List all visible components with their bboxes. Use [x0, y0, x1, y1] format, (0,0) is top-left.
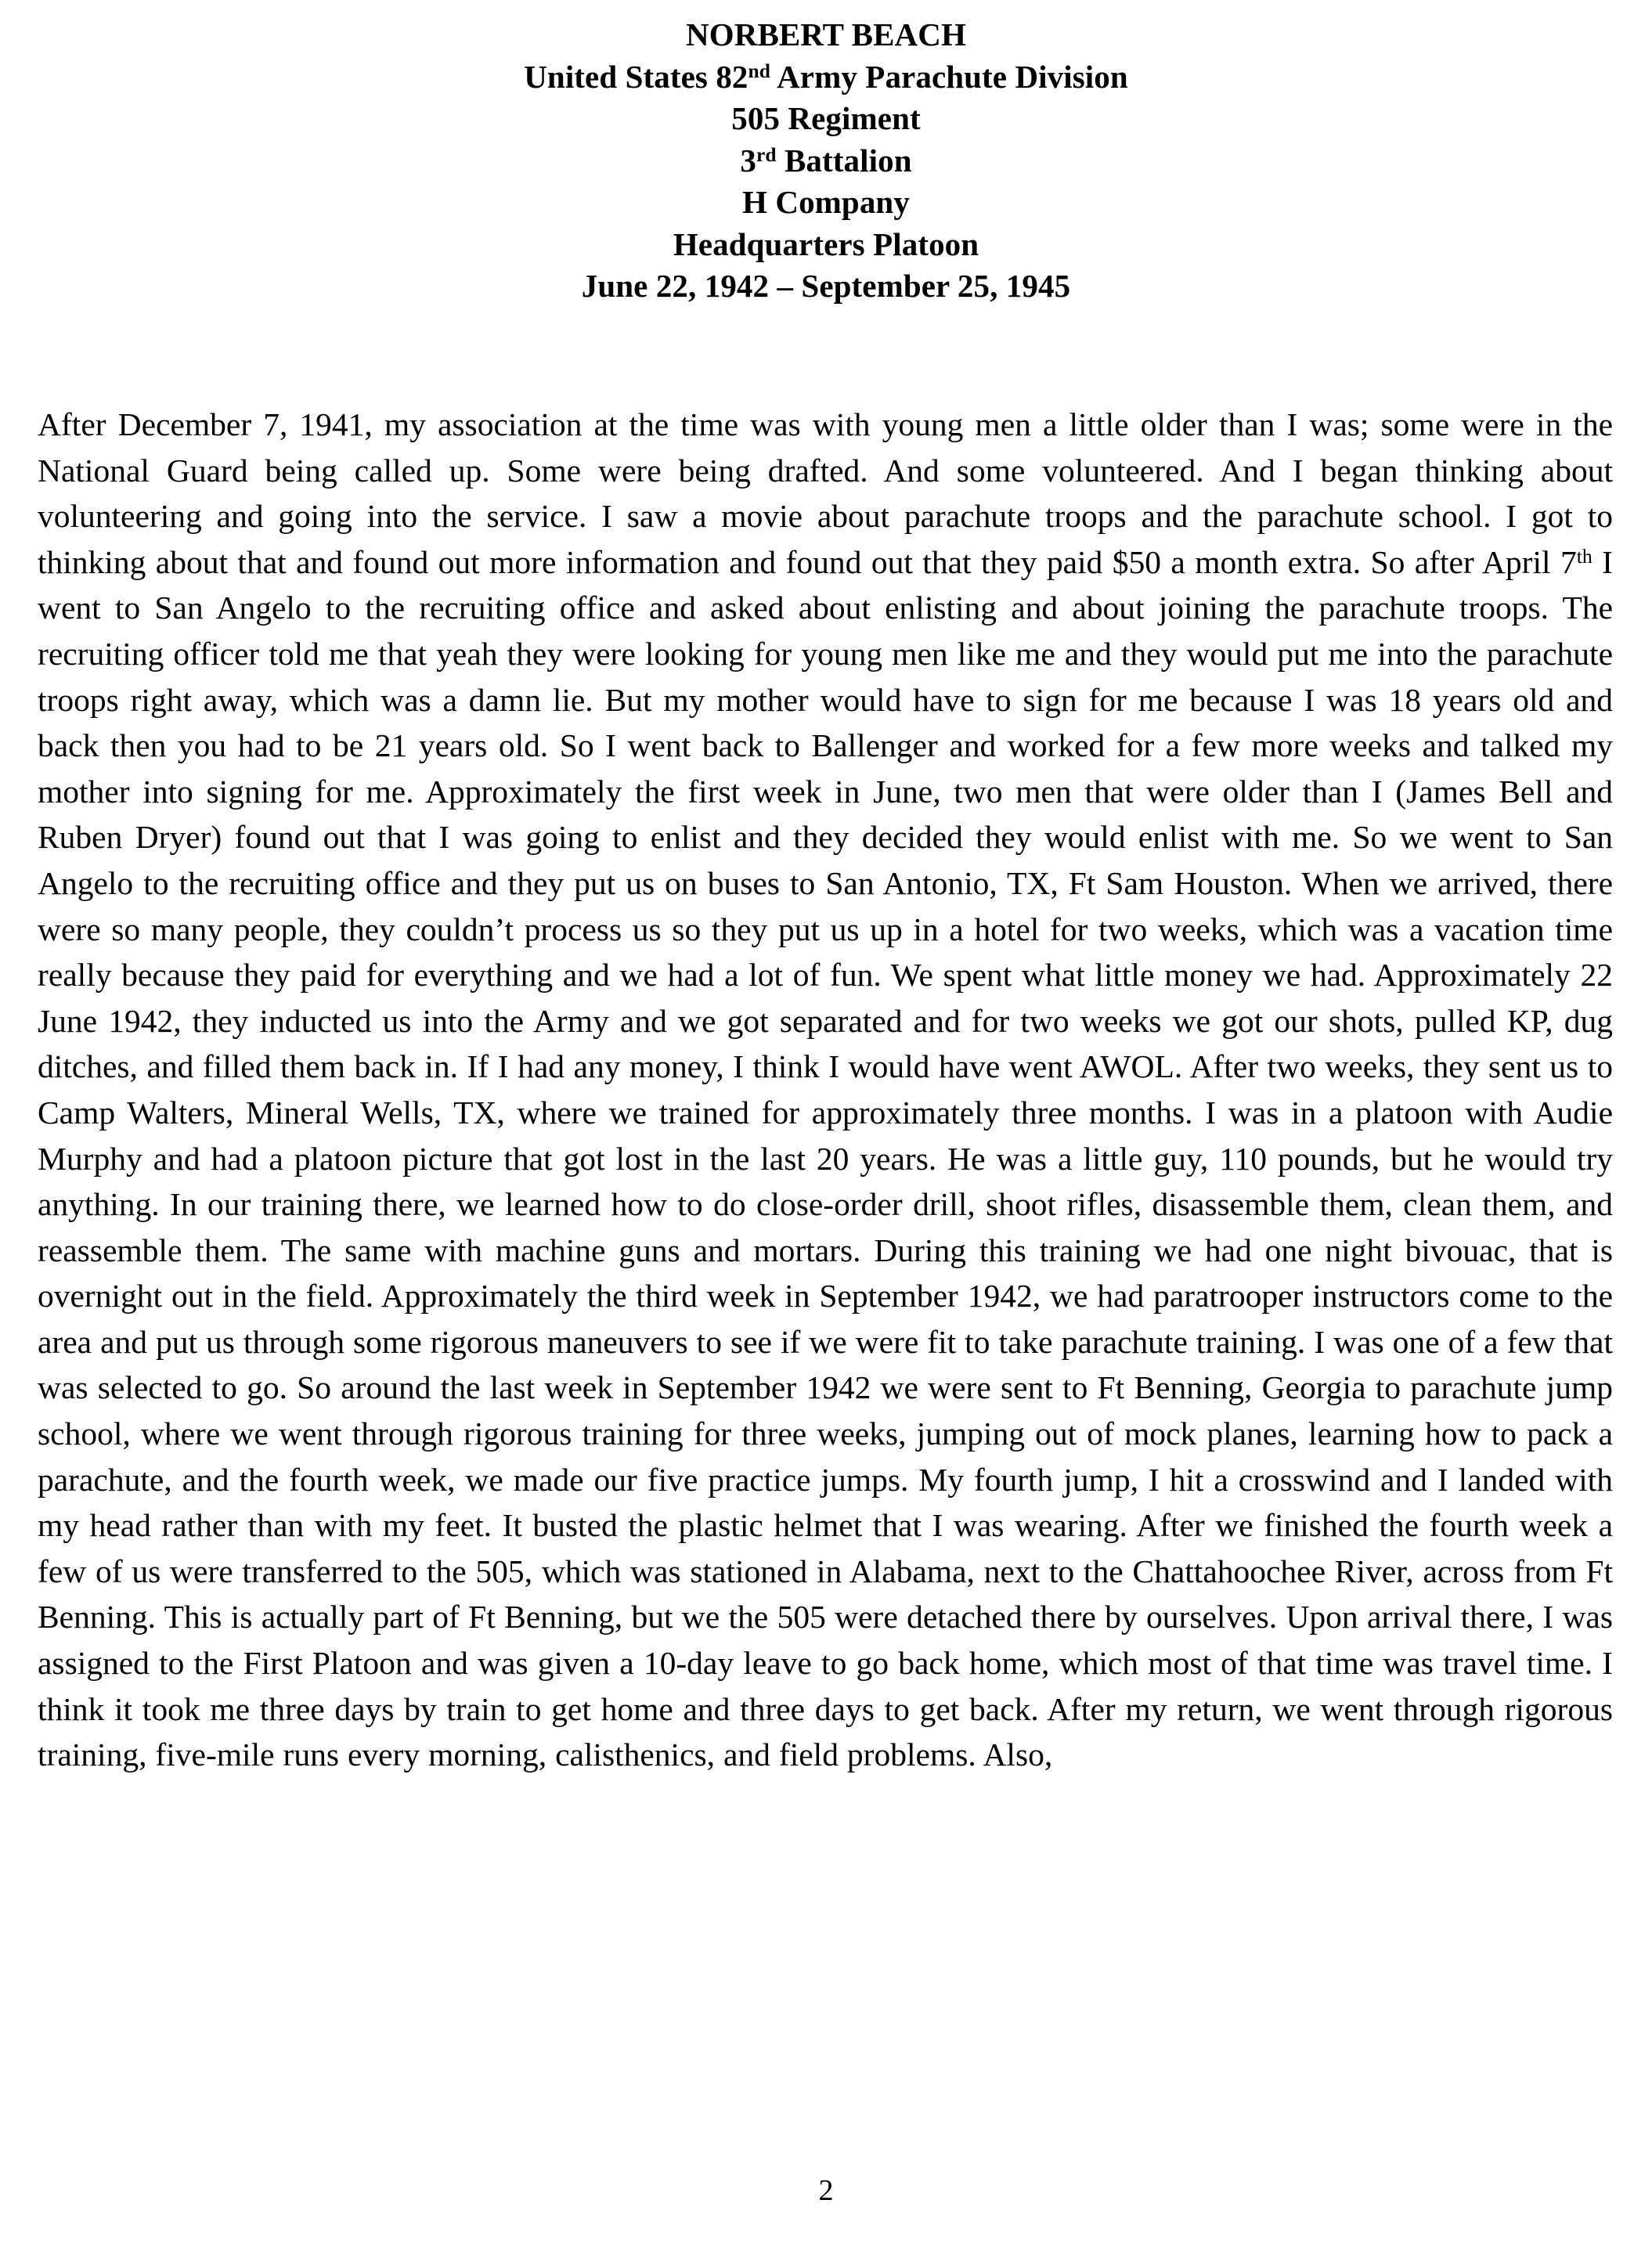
memoir-date-ordinal-suffix: th [1576, 544, 1592, 568]
memoir-paragraph-segment-2: I went to San Angelo to the recruiting office and asked about enlisting and about joining the parachute troops. The recruiting officer told me that yeah they were looking for young men like me and they would put me into the parachute troops right away, which was a damn lie. But my mother would have to sign for me because I was 18 years old and back then you had to be 21 years old. So I went back to Ballenger and worked for a few more weeks and talked my mother into signing for me. Approximately the first week in June, two men that were older than I (James Bell and Ruben Dryer) found out that I was going to enlist and they decided they would enlist with me. So we went to San Angelo to the recruiting office and they put us on buses to San Antonio, TX, Ft Sam Houston. When we arrived, there were so many people, they couldn’t process us so they put us up in a hotel for two weeks, which was a vacation time really because they paid for everything and we had a lot of fun. We spent what little money we had. Approximately 22 June 1942, they inducted us into the Army and we got separated and for two weeks we got our shots, pulled KP, dug ditches, and filled them back in. If I had any money, I think I would have went AWOL. After two weeks, they sent us to Camp Walters, Mineral Wells, TX, where we trained for approximately three months. I was in a platoon with Audie Murphy and had a platoon picture that got lost in the last 20 years. He was a little guy, 110 pounds, but he would try anything. In our training there, we learned how to do close-order drill, shoot rifles, disassemble them, clean them, and reassemble them. The same with machine guns and mortars. During this training we had one night bivouac, that is overnight out in the field. Approximately the third week in September 1942, we had paratrooper instructors come to the area and put us through some rigorous maneuvers to see if we were fit to take parachute training. I was one of a few that was selected to go. So around the last week in September 1942 we were sent to Ft Benning, Georgia to parachute jump school, where we went through rigorous training for three weeks, jumping out of mock planes, learning how to pack a parachute, and the fourth week, we made our five practice jumps. My fourth jump, I hit a crosswind and I landed with my head rather than with my feet. It busted the plastic helmet that I was wearing. After we finished the fourth week a few of us were transferred to the 505, which was stationed in Alabama, next to the Chattahoochee River, across from Ft Benning. This is actually part of Ft Benning, but we the 505 were detached there by ourselves. Upon arrival there, I was assigned to the First Platoon and was given a 10-day leave to go back home, which most of that time was travel time. I think it took me three days by train to get home and three days to get back. After my return, we went through rigorous training, five-mile runs every morning, calisthenics, and field problems. Also, [38, 543, 1614, 1773]
memoir-paragraph-segment-1: After December 7, 1941, my association at the time was with young men a little older than I was; some were in the National Guard being called up. Some were being drafted. And some volunteered. And I began thinking about volunteering and going into the service. I saw a movie about parachute troops and the parachute school. I got to thinking about that and found out more information and found out that they paid $50 a month extra. So after April 7 [38, 406, 1613, 580]
header-battalion-ordinal-suffix: rd [756, 143, 777, 166]
document-footer [0, 2173, 1652, 2208]
document-header [0, 14, 1652, 308]
header-battalion-text-tail: Battalion [776, 142, 912, 179]
header-service-dates-line: June 22, 1942 – September 25, 1945 [581, 268, 1071, 304]
header-division-text-tail: Army Parachute Division [770, 58, 1128, 95]
header-company-line: H Company [742, 184, 910, 220]
header-division-line [0, 56, 1652, 99]
header-regiment-line: 505 Regiment [731, 100, 921, 136]
header-battalion-text: 3 [740, 142, 756, 179]
header-platoon-line: Headquarters Platoon [673, 225, 979, 262]
header-division-ordinal-suffix: nd [748, 60, 770, 82]
page-number: 2 [818, 2174, 834, 2207]
header-division-text: United States 82 [524, 58, 748, 95]
document-body [38, 402, 1613, 1778]
header-name-line: NORBERT BEACH [686, 16, 966, 52]
memoir-paragraph [38, 402, 1613, 1778]
header-battalion-line [0, 140, 1652, 182]
